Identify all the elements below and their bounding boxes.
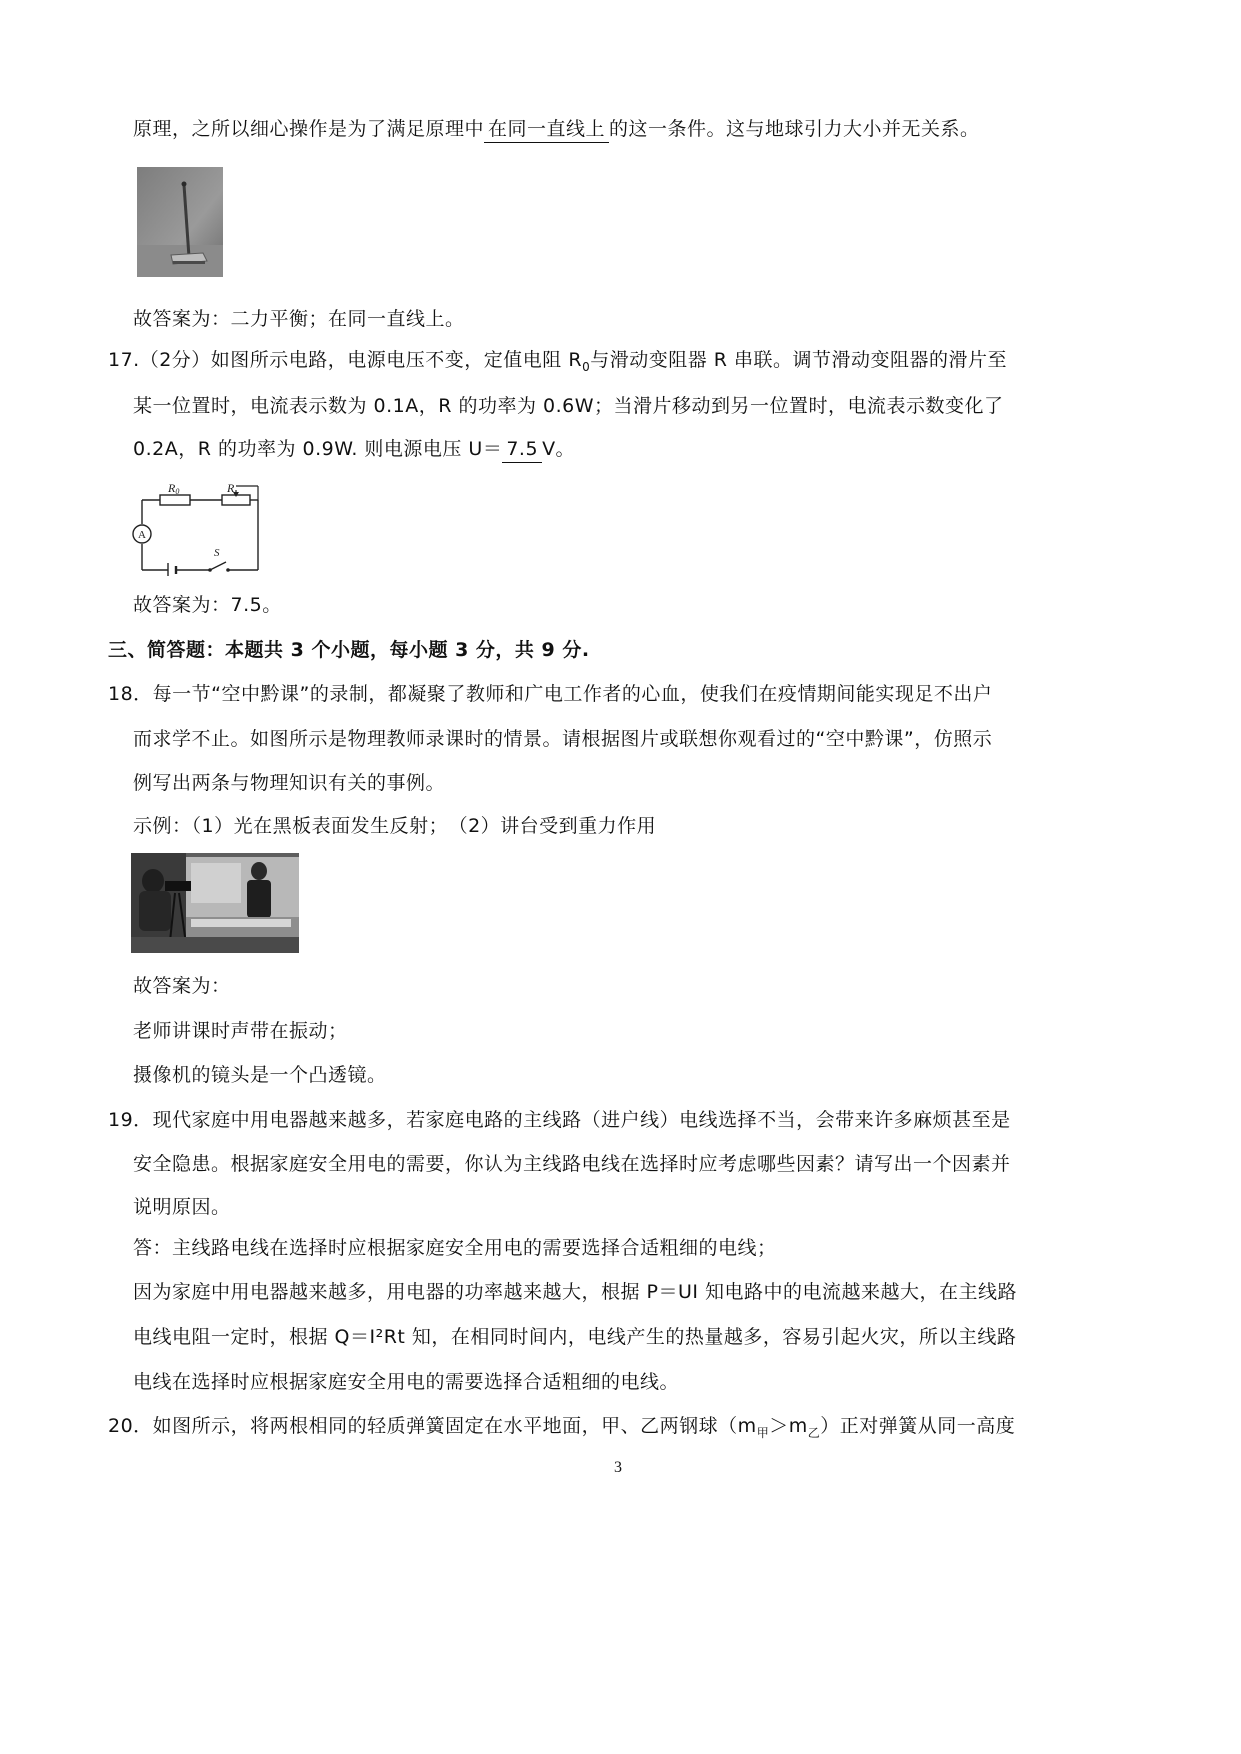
q16-answer-blank: 在同一直线上 <box>484 116 609 143</box>
svg-text:A: A <box>138 529 146 541</box>
q18-answer-label: 故答案为： <box>133 975 231 997</box>
q18-example: 示例：（1）光在黑板表面发生反射； （2）讲台受到重力作用 <box>133 815 657 837</box>
q19-line3: 说明原因。 <box>133 1196 231 1218</box>
circuit-diagram <box>132 476 272 580</box>
broom-photo <box>137 167 223 281</box>
q18-answer-1: 老师讲课时声带在振动； <box>133 1020 348 1042</box>
q17-answer-blank: 7.5 <box>502 436 542 463</box>
q19-answer-3: 电线电阻一定时，根据 Q＝I²Rt 知，在相同时间内，电线产生的热量越多，容易引起火灾，所以主线路 <box>133 1326 1017 1348</box>
q16-line1: 原理，之所以细心操作是为了满足原理中 在同一直线上 的这一条件。这与地球引力大小并无关系。 <box>133 116 980 143</box>
q20-line1: 20．如图所示，将两根相同的轻质弹簧固定在水平地面，甲、乙两钢球$(m_甲>m_乙)$正对弹簧从同一高度 <box>108 1415 1016 1440</box>
section3-heading: 三、简答题：本题共 3 个小题，每小题 3 分，共 9 分. <box>108 639 590 661</box>
resistor-r0 <box>160 495 190 505</box>
classroom-photo <box>131 853 299 957</box>
q19-answer-2: 因为家庭中用电器越来越多，用电器的功率越来越大，根据 P＝UI 知电路中的电流越来越大，在主线路 <box>133 1281 1018 1303</box>
q17-line1: 17.（2分）如图所示电路，电源电压不变，定值电阻 $R_0$与滑动变阻器 R 串联。调节滑动变阻器的滑片至 <box>108 349 1007 374</box>
q18-line2: 而求学不止。如图所示是物理教师录课时的情景。请根据图片或联想你观看过的“空中黔课”，仿照示 <box>133 728 993 750</box>
q19-line2: 安全隐患。根据家庭安全用电的需要，你认为主线路电线在选择时应考虑哪些因素？请写出一个因素并 <box>133 1153 1011 1175</box>
q19-answer-4: 电线在选择时应根据家庭安全用电的需要选择合适粗细的电线。 <box>133 1371 680 1393</box>
page-number: 3 <box>614 1459 622 1476</box>
q18-answer-2: 摄像机的镜头是一个凸透镜。 <box>133 1064 387 1086</box>
switch-label: S <box>214 547 220 559</box>
q18-line3: 例写出两条与物理知识有关的事例。 <box>133 772 446 794</box>
q17-answer: 故答案为：7.5。 <box>133 594 282 616</box>
q17-line3: 0.2A，R 的功率为 0.9W. 则电源电压 U＝ 7.5 V。 <box>133 436 575 463</box>
r-label: R <box>227 481 235 495</box>
q19-answer-1: 答：主线路电线在选择时应根据家庭安全用电的需要选择合适粗细的电线； <box>133 1237 777 1259</box>
q19-line1: 19．现代家庭中用电器越来越多，若家庭电路的主线路（进户线）电线选择不当，会带来许多麻烦甚至是 <box>108 1109 1011 1131</box>
q18-line1: 18．每一节“空中黔课”的录制，都凝聚了教师和广电工作者的心血，使我们在疫情期间能实现足不出户 <box>108 683 993 705</box>
q17-line2: 某一位置时，电流表示数为 0.1A，R 的功率为 0.6W；当滑片移动到另一位置时，电流表示数变化了 <box>133 395 1004 417</box>
q16-answer: 故答案为：二力平衡；在同一直线上。 <box>133 308 465 330</box>
r0-label: R0 <box>168 481 180 496</box>
